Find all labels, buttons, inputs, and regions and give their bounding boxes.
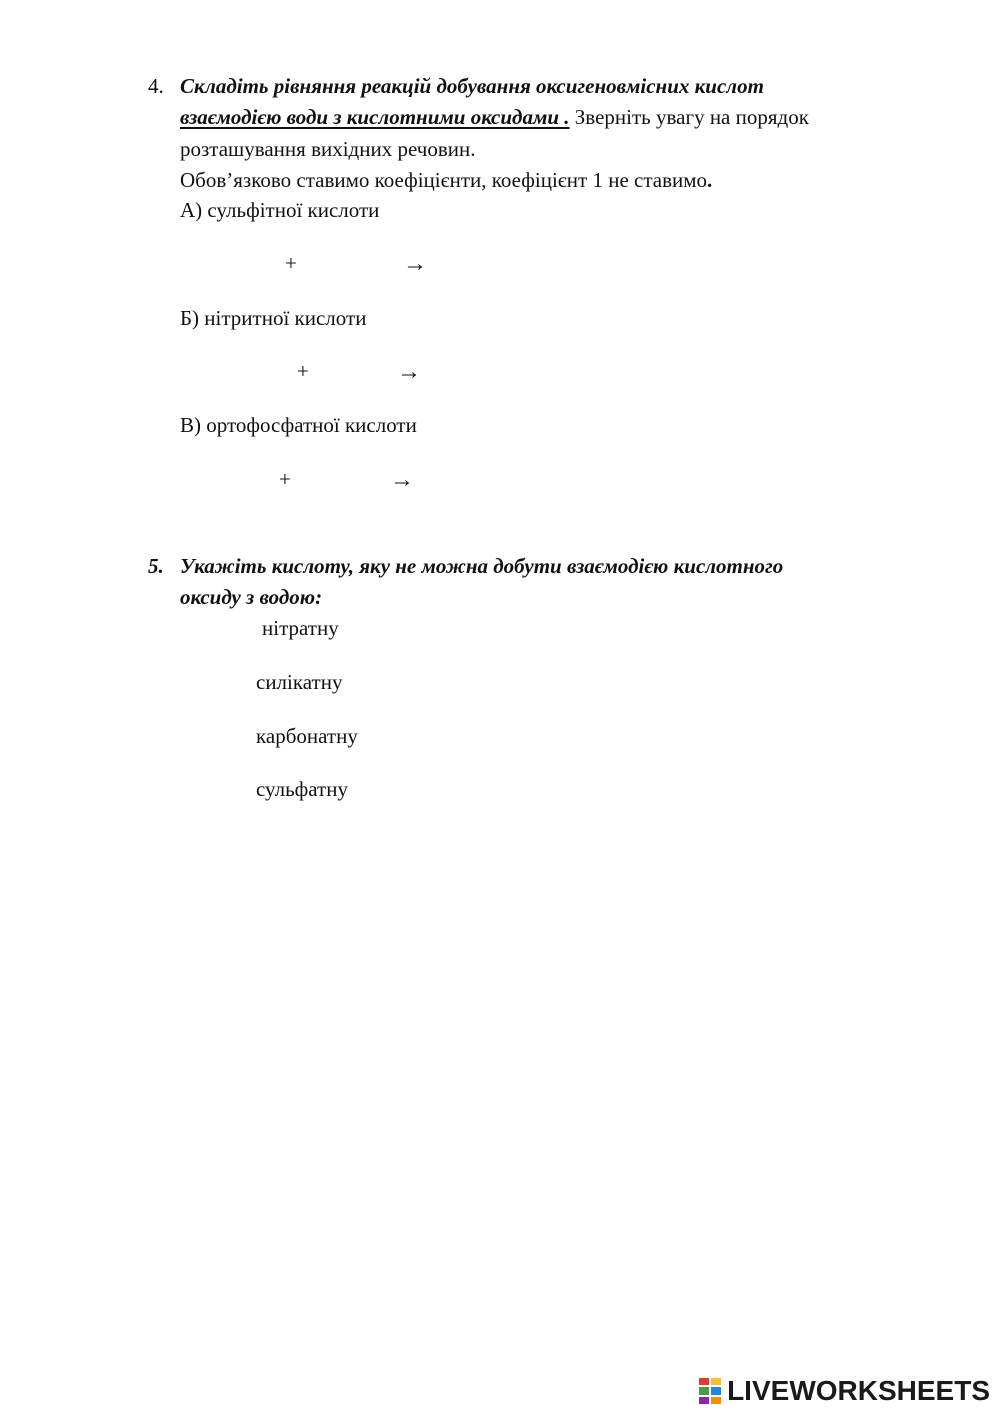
task5-number: 5.	[148, 554, 164, 578]
task4-number: 4.	[148, 74, 164, 98]
logo-mark-square-5	[699, 1397, 709, 1404]
logo-mark-square-3	[699, 1387, 709, 1394]
task5-option-4[interactable]: сульфатну	[256, 777, 348, 801]
logo-wordmark: LIVEWORKSHEETS	[727, 1375, 990, 1406]
task4-item-a-arrow: →	[403, 251, 427, 277]
task4-line4-text: Обов’язково ставимо коефіцієнти, коефіцієнт 1 не ставимо	[180, 168, 708, 192]
task4-item-a-plus: +	[285, 251, 297, 275]
task4-item-c-plus: +	[279, 467, 291, 491]
task5-option-1[interactable]: нітратну	[262, 616, 339, 640]
task4-item-b-plus: +	[297, 359, 309, 383]
logo-mark-square-6	[711, 1397, 721, 1404]
task4-item-c-arrow: →	[390, 467, 414, 493]
task4-line4	[180, 170, 712, 191]
task5-option-3[interactable]: карбонатну	[256, 724, 358, 748]
task4-heading-underlined: взаємодією води з кислотними оксидами .	[180, 105, 570, 129]
logo-mark-square-2	[711, 1378, 721, 1385]
task5-heading-line2: оксиду з водою:	[180, 585, 323, 609]
task4-item-c-label: В) ортофосфатної кислоти	[180, 413, 417, 437]
task4-item-b-arrow: →	[397, 359, 421, 385]
task4-item-a-label: А) сульфітної кислоти	[180, 198, 380, 222]
task5-heading-line1: Укажіть кислоту, яку не можна добути взаємодією кислотного	[180, 554, 784, 578]
logo-mark-square-1	[699, 1378, 709, 1385]
task4-line4-end: .	[707, 168, 713, 192]
task4-item-b-label: Б) нітритної кислоти	[180, 306, 367, 330]
task4-heading-rest: Зверніть увагу на порядок	[569, 105, 809, 129]
logo-mark-square-4	[711, 1387, 721, 1394]
logo-mark-icon	[699, 1378, 721, 1404]
task4-line3: розташування вихідних речовин.	[180, 137, 476, 161]
task4-heading-line2	[180, 107, 809, 128]
task4-heading-line1: Складіть рівняння реакцій добування оксигеновмісних кислот	[180, 74, 764, 98]
task5-option-2[interactable]: силікатну	[256, 670, 343, 694]
liveworksheets-logo	[699, 1377, 990, 1405]
